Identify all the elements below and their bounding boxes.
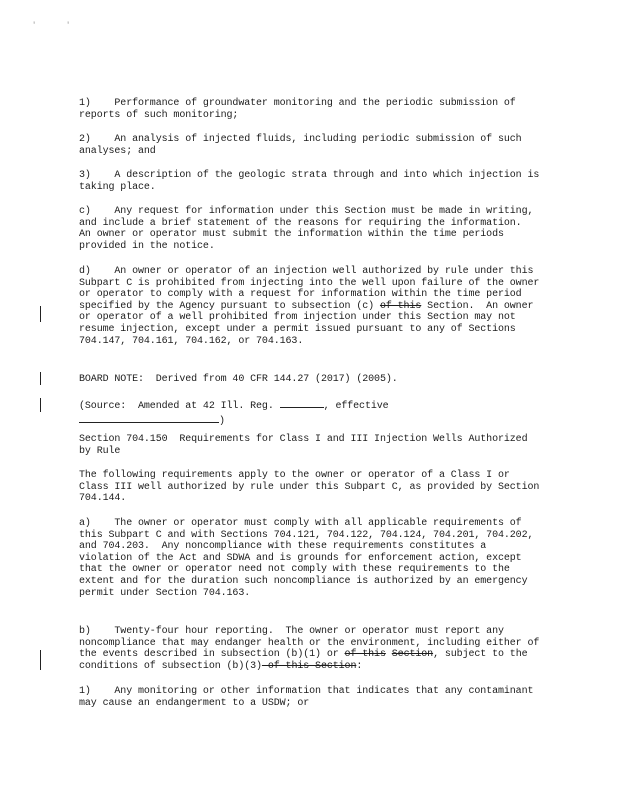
deleted-text: Section xyxy=(391,649,434,661)
corner-mark: ' xyxy=(66,22,71,30)
paragraph-c: c) Any request for information under this Section must be made in writing, and include a brief statement of the reasons for requiring the information. An owner or operator must submit the information within the time periods provided in the notice. xyxy=(79,206,540,252)
paragraph-3: 3) A description of the geologic strata through and into which injection is taking place. xyxy=(79,170,546,193)
change-bar xyxy=(40,306,41,322)
change-bar xyxy=(40,372,41,385)
deleted-text: of this Section xyxy=(261,660,357,672)
paragraph-intro: The following requirements apply to the owner or operator of a Class I or Class III well authorized by rule under this Subpart C, as provided by Section 704.144. xyxy=(79,470,546,505)
change-bar xyxy=(40,650,41,670)
board-note: BOARD NOTE: Derived from 40 CFR 144.27 (2017) (2005). xyxy=(79,374,398,385)
deleted-text: of this xyxy=(344,649,386,661)
source-note-text: , effective xyxy=(323,401,395,412)
source-note-text: (Source: Amended at 42 Ill. Reg. xyxy=(79,401,280,412)
paragraph-b-text: b) Twenty-four hour reporting. The owner or operator must report any noncompliance that may endanger health or the environment, including either of the events described in subsection (b)(1) or xyxy=(79,626,546,661)
section-heading: Section 704.150 Requirements for Class I and III Injection Wells Authorized by Rule xyxy=(79,434,534,457)
paragraph-d-text: Section. An owner or operator of a well prohibited from injection under this Section may not resume injection, except under a permit issued pursuant to any of Sections 704.147, 704.161, 704.162, or 704.163. xyxy=(79,300,540,347)
paragraph-d xyxy=(79,266,544,347)
corner-mark: ' xyxy=(32,22,37,30)
paragraph-2: 2) An analysis of injected fluids, including periodic submission of such analyses; and xyxy=(79,134,528,157)
paragraph-1: 1) Performance of groundwater monitoring and the periodic submission of reports of such monitoring; xyxy=(79,98,522,121)
deleted-text: of this xyxy=(379,300,422,312)
paragraph-b-text: , subject to the conditions of subsection (b)(3) xyxy=(79,649,534,672)
blank-line xyxy=(79,413,219,423)
source-note xyxy=(79,398,544,427)
paragraph-b xyxy=(79,626,544,672)
source-note-text: ) xyxy=(219,415,225,427)
blank-line xyxy=(280,398,324,408)
change-bar xyxy=(40,398,41,412)
paragraph-d-text: d) An owner or operator of an injection well authorized by rule under this Subpart C is prohibited from injecting into the well upon failure of the owner or operator to comply with a request for information within the time period specified by the Agency pursuant to subsection (c) xyxy=(79,266,546,312)
paragraph-b-text: : xyxy=(356,660,363,672)
paragraph-a: a) The owner or operator must comply with all applicable requirements of this Subpart C and with Sections 704.121, 704.122, 704.124, 704.201, 704.202, and 704.203. Any noncompliance with these requirements constitutes a violation of the Act and SDWA and is grounds for enforcement action, except that the owner or operator need not comply with these requirements to the extent and for the duration such noncompliance is authorized by an emergency permit under Section 704.163. xyxy=(79,518,540,599)
paragraph-b1: 1) Any monitoring or other information that indicates that any contaminant may cause an endangerment to a USDW; or xyxy=(79,686,540,709)
